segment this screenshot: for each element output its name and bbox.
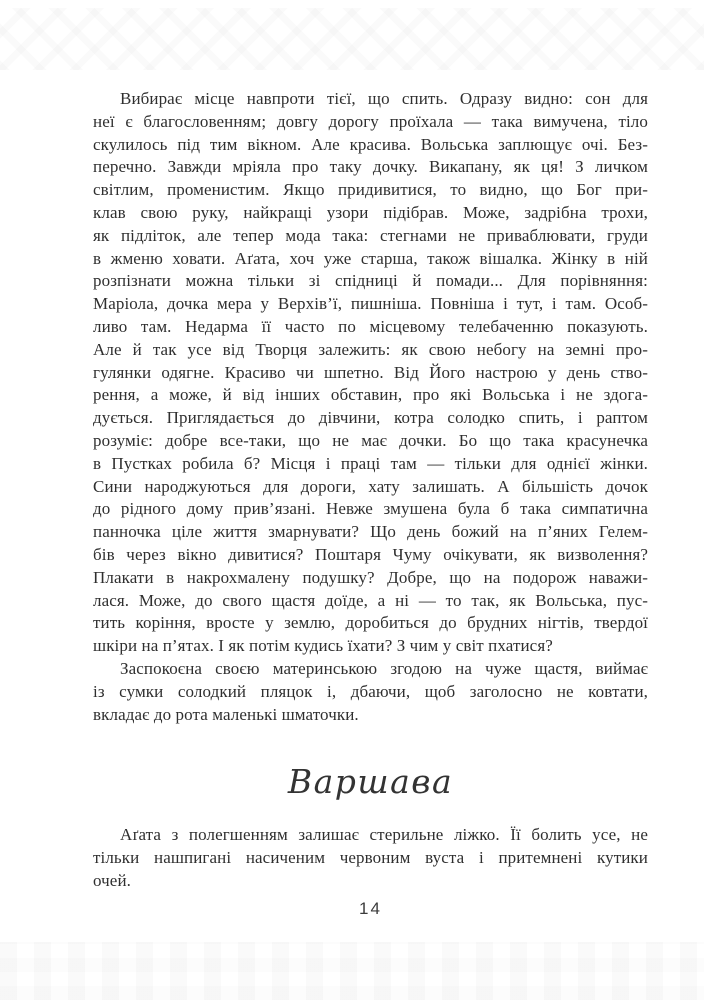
text-line: в Пустках робила б? Місця і праці там — тільки для однієї жінки. [93,453,648,473]
text-line: лася. Може, до свого щастя доїде, а ні — то так, як Вольська, пус- [93,590,648,610]
text-line: скулилось під тим вікном. Але красива. Вольська заплющує очі. Без- [93,134,648,154]
text-line: Плакати в накрохмалену подушку? Добре, що на подорож наважи- [93,567,648,587]
chapter-heading: Варшава [287,762,454,802]
text-line: розпізнати можна тільки зі спідниці й помади... Для порівняння: [93,271,648,291]
text-line: Сини народжуються для дороги, хату залишать. А більшість дочок [93,476,648,496]
text-line: до рідного дому прив’язані. Невже змушена була б така симпатична [93,499,648,519]
text-line: світлим, променистим. Якщо придивитися, то видно, що Бог при- [93,180,648,200]
text-line: шкіри на п’ятах. І як потім кудись їхати? З чим у світ пхатися? [93,636,553,656]
text-line: бів через вікно дивитися? Поштаря Чуму очікувати, як визволення? [93,544,648,564]
text-line: панночка ціле життя змарнувати? Що день божий на п’яних Гелем- [93,522,648,542]
text-line: в жменю ховати. Аґата, хоч уже старша, також вішалка. Жінку в ній [93,248,648,268]
text-line: як підліток, але тепер мода така: стегнами не приваблювати, груди [93,225,648,245]
top-showthrough-texture [0,8,704,70]
text-line: перечно. Завжди мріяла про таку дочку. Викапану, як ця! З личком [93,157,648,177]
text-line: Маріола, дочка мера у Верхів’ї, пишніша. Повніша і тут, і там. Особ- [93,294,648,314]
text-line: Аґата з полегшенням залишає стерильне ліжко. Її болить усе, не [120,825,648,845]
page-number: 14 [359,899,382,918]
text-line: дується. Приглядається до дівчини, котра солодко спить, і раптом [93,408,648,428]
text-line: тить коріння, вросте у землю, доробиться до брудних нігтів, твердої [93,613,648,633]
text-line: вкладає до рота маленькі шматочки. [93,704,359,724]
text-line: неї є благословенням; довгу дорогу проїхала — така вимучена, тіло [93,111,648,131]
text-line: Вибирає місце навпроти тієї, що спить. Одразу видно: сон для [120,89,648,108]
text-line: Заспокоєна своєю материнською згодою на чуже щастя, виймає [120,658,648,678]
paragraph [93,658,648,726]
text-line: ливо там. Недарма її часто по місцевому телебаченню показують. [93,316,648,336]
bottom-showthrough-texture [0,942,704,1000]
text-line: тільки нашпигані насиченим червоним вуста і притемнені кутики [93,848,648,868]
text-line: гулянки одягне. Красиво чи шпетно. Від Його настрою у день ство- [93,362,648,382]
text-line: клав свою руку, найкращі узори підібрав. Може, задрібна трохи, [93,202,648,222]
text-line: розуміє: добре все-таки, що не має дочки. Бо що така красунечка [93,430,648,450]
text-line: рення, а може, й від інших обставин, про які Вольська і не здога- [93,385,648,405]
text-line: очей. [93,870,132,890]
paragraph [93,88,648,658]
text-line: Але й так усе від Творця залежить: як свою небогу на земні про- [93,339,648,359]
text-line: із сумки солодкий пляцок і, дбаючи, щоб заголосно не ковтати, [93,681,648,701]
paragraph [93,824,648,892]
text-block [93,88,648,893]
